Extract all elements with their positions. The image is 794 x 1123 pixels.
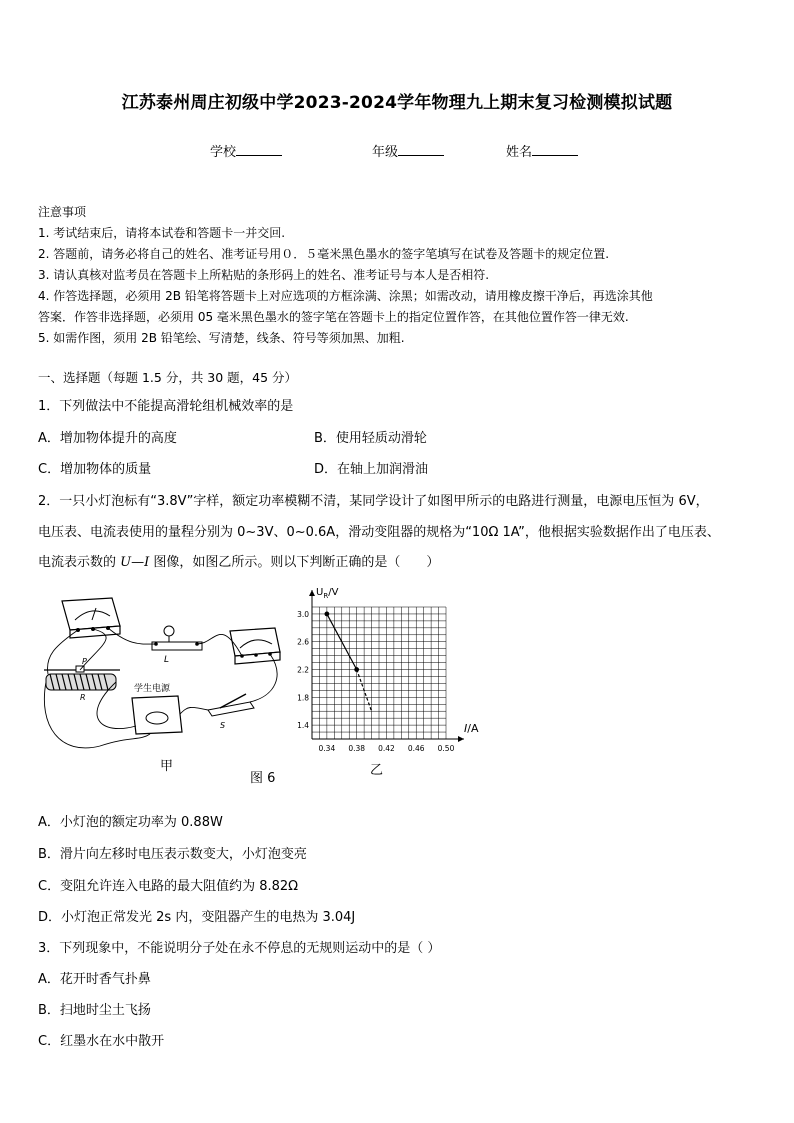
school-label: 学校 bbox=[210, 145, 237, 160]
q2-line-3-post: 图像，如图乙所示。则以下判断正确的是（ ） bbox=[149, 555, 440, 570]
q2-line-3-pre: 电流表示数的 bbox=[38, 555, 121, 570]
name-field bbox=[506, 141, 578, 160]
switch-icon bbox=[208, 694, 254, 716]
q2-line-2: 电压表、电流表使用的量程分别为 0~3V、0~0.6A，滑动变阻器的规格为“10Ω 1A”，他根据实验数据作出了电压表、 bbox=[38, 525, 720, 540]
x-axis-label: I/A bbox=[464, 722, 479, 735]
q2-line-1: 2．一只小灯泡标有“3.8V”字样，额定功率模糊不清，某同学设计了如图甲所示的电路进行测量，电源电压恒为 6V， bbox=[38, 494, 709, 509]
q2-option-d: D．小灯泡正常发光 2s 内，变阻器产生的电热为 3.04J bbox=[38, 910, 356, 925]
q3-stem: 3．下列现象中，不能说明分子处在永不停息的无规则运动中的是（ ） bbox=[38, 941, 441, 956]
q1-option-b: B．使用轻质动滑轮 bbox=[314, 431, 427, 446]
lamp-label: L bbox=[164, 655, 170, 665]
page-title: 江苏泰州周庄初级中学2023-2024学年物理九上期末复习检测模拟试题 bbox=[121, 93, 673, 113]
q3-option-a: A．花开时香气扑鼻 bbox=[38, 972, 151, 987]
school-blank bbox=[236, 142, 282, 156]
figure-right-label: 乙 bbox=[370, 763, 384, 778]
ui-chart bbox=[297, 582, 490, 782]
y-tick-label: 1.4 bbox=[297, 721, 309, 731]
chart-grid bbox=[312, 607, 446, 739]
q3-option-c: C．红墨水在水中散开 bbox=[38, 1034, 165, 1049]
q2-option-c: C．变阻允许连入电路的最大阻值约为 8.82Ω bbox=[38, 879, 299, 894]
grade-field bbox=[372, 141, 444, 160]
notice-heading: 注意事项 bbox=[38, 205, 87, 219]
q3-option-b: B．扫地时尘土飞扬 bbox=[38, 1003, 151, 1018]
lamp-icon bbox=[152, 626, 202, 650]
q1-option-c: C．增加物体的质量 bbox=[38, 462, 152, 477]
x-tick-label: 0.42 bbox=[378, 744, 395, 753]
q1-stem: 1．下列做法中不能提高滑轮组机械效率的是 bbox=[38, 399, 294, 414]
x-tick-label: 0.50 bbox=[437, 744, 455, 753]
data-point bbox=[324, 612, 329, 617]
q2-option-a: A．小灯泡的额定功率为 0.88W bbox=[38, 815, 223, 830]
y-tick-label: 1.8 bbox=[297, 693, 309, 703]
circuit-diagram bbox=[40, 586, 300, 786]
figure-left-label: 甲 bbox=[160, 759, 174, 774]
q2-option-b: B．滑片向左移时电压表示数变大，小灯泡变亮 bbox=[38, 847, 307, 862]
school-field bbox=[210, 141, 282, 160]
grade-label: 年级 bbox=[372, 145, 399, 160]
grade-blank bbox=[398, 142, 444, 156]
notice-item: 2. 答题前，请务必将自己的姓名、准考证号用０．５毫米黑色墨水的签字笔填写在试卷及答题卡的规定位置. bbox=[38, 247, 610, 261]
name-label: 姓名 bbox=[506, 145, 533, 160]
rheostat-label: R bbox=[80, 693, 86, 702]
power-label: 学生电源 bbox=[134, 684, 171, 694]
notice-item: 5. 如需作图，须用 2B 铅笔绘、写清楚，线条、符号等须加黑、加粗. bbox=[38, 331, 405, 345]
y-tick-label: 2.6 bbox=[297, 637, 309, 647]
q1-option-d: D．在轴上加润滑油 bbox=[314, 462, 429, 477]
slider-label: P bbox=[82, 657, 87, 666]
y-axis-label: $U_R/V$ bbox=[316, 587, 339, 600]
x-tick-label: 0.34 bbox=[318, 744, 336, 753]
y-tick-label: 3.0 bbox=[297, 609, 309, 619]
q1-option-a: A．增加物体提升的高度 bbox=[38, 431, 177, 446]
data-point bbox=[354, 667, 359, 672]
rheostat-icon bbox=[44, 666, 120, 690]
chart-series bbox=[324, 612, 371, 712]
q2-line-3 bbox=[38, 551, 439, 570]
notice-item: 4. 作答选择题，必须用 2B 铅笔将答题卡上对应选项的方框涂满、涂黑；如需改动，请用橡皮擦干净后，再选涂其他 bbox=[38, 289, 653, 303]
switch-label: S bbox=[220, 721, 226, 730]
notice-item: 3. 请认真核对监考员在答题卡上所粘贴的条形码上的姓名、准考证号与本人是否相符. bbox=[38, 268, 490, 282]
figure-caption: 图 6 bbox=[250, 771, 276, 786]
voltmeter-icon bbox=[62, 598, 120, 638]
notice-item: 答案．作答非选择题，必须用 05 毫米黑色墨水的签字笔在答题卡上的指定位置作答，在其他位置作答一律无效. bbox=[38, 310, 629, 324]
power-supply-icon bbox=[132, 696, 182, 734]
section-heading: 一、选择题（每题 1.5 分，共 30 题，45 分） bbox=[38, 370, 298, 385]
x-tick-label: 0.38 bbox=[348, 744, 366, 753]
x-tick-label: 0.46 bbox=[407, 744, 425, 753]
y-axis-arrow bbox=[309, 590, 315, 596]
q2-variable: U—I bbox=[120, 555, 150, 570]
notice-item: 1. 考试结束后，请将本试卷和答题卡一并交回. bbox=[38, 226, 286, 240]
x-axis-arrow bbox=[458, 736, 464, 742]
y-tick-label: 2.2 bbox=[297, 665, 309, 675]
name-blank bbox=[532, 142, 578, 156]
